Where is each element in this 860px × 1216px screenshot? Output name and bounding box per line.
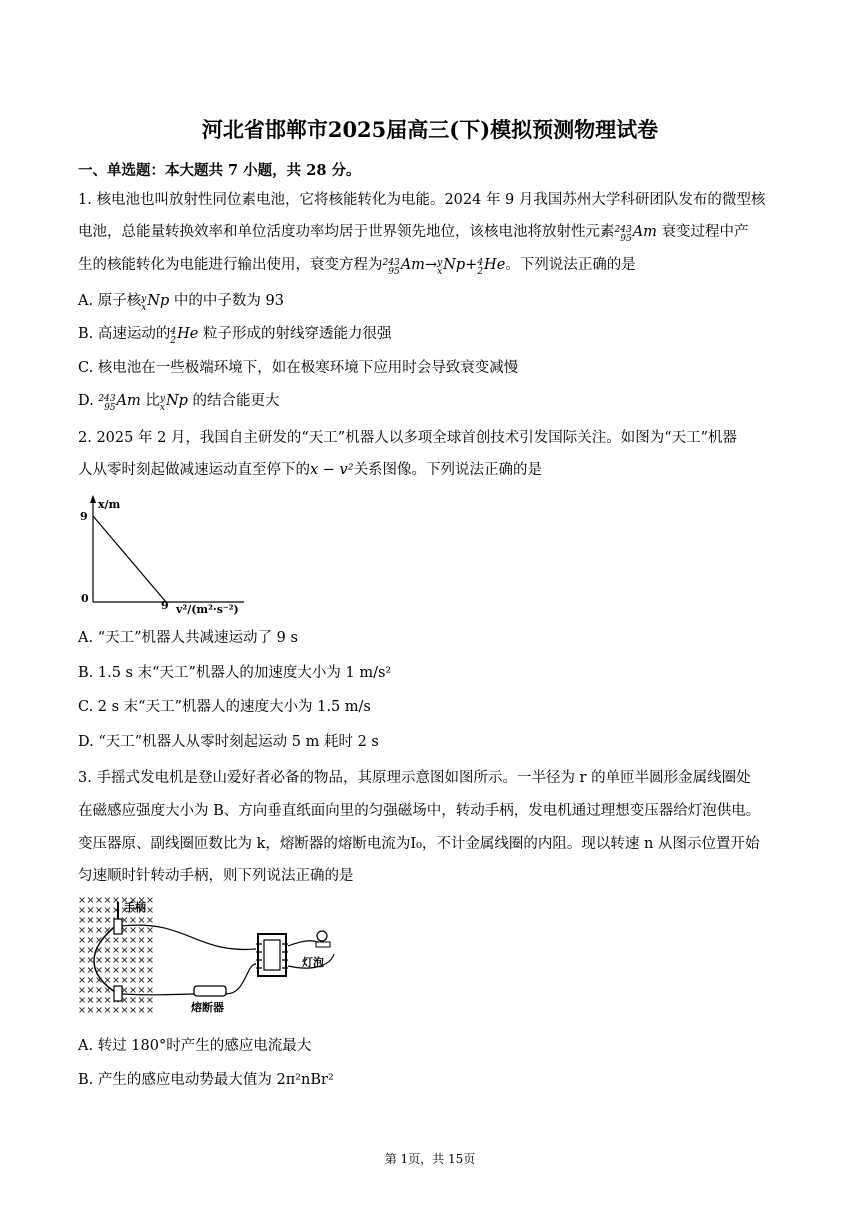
q2-option-c: C. 2 s 末“天工”机器人的速度大小为 1.5 m/s <box>78 699 371 715</box>
q1-option-a: A. 原子核 y x Np 中的中子数为 93 <box>78 293 284 313</box>
lamp-icon <box>317 931 327 941</box>
q3-line4: 匀速顺时针转动手柄，则下列说法正确的是 <box>78 868 354 884</box>
q2-option-d: D. “天工”机器人从零时刻起运动 5 m 耗时 2 s <box>78 734 379 750</box>
fuse-label: 熔断器 <box>191 1001 224 1014</box>
q3-option-b: B. 产生的感应电动势最大值为 2π²nBr² <box>78 1072 334 1088</box>
q2-option-a: A. “天工”机器人共减速运动了 9 s <box>78 630 298 646</box>
handle-label: 手柄 <box>124 901 146 914</box>
page-footer: 第 1页，共 15页 <box>384 1152 476 1166</box>
section-heading: 一、单选题：本大题共 7 小题，共 28 分。 <box>78 162 361 179</box>
x-v2-graph <box>76 492 256 617</box>
graph-y-tick: 9 <box>80 510 88 523</box>
q2-line2: 人从零时刻起做减速运动直至停下的x − v²关系图像。下列说法正确的是 <box>78 462 543 478</box>
q1-line3: 生的核能转化为电能进行输出使用，衰变方程为 243 95 Am→ y x Np+ 4 2 He。下列说法正确的是 <box>78 257 636 277</box>
generator-circuit-diagram <box>76 894 346 1024</box>
q2-line1: 2. 2025 年 2 月，我国自主研发的“天工”机器人以多项全球首创技术引发国际关注。如图为“天工”机器 <box>78 430 738 446</box>
q3-option-a: A. 转过 180°时产生的感应电流最大 <box>78 1038 312 1054</box>
graph-x-tick: 9 <box>161 599 169 612</box>
q3-line1: 3. 手摇式发电机是登山爱好者必备的物品，其原理示意图如图所示。一半径为 r 的单匝半圆形金属线圈处 <box>78 770 751 786</box>
q1-line2: 电池，总能量转换效率和单位活度功率均居于世界领先地位，该核电池将放射性元素 243 95 Am 衰变过程中产 <box>78 224 749 244</box>
q2-option-b: B. 1.5 s 末“天工”机器人的加速度大小为 1 m/s² <box>78 665 392 681</box>
graph-y-label: x/m <box>98 498 121 511</box>
q1-line1: 1. 核电池也叫放射性同位素电池，它将核能转化为电能。2024 年 9 月我国苏州大学科研团队发布的微型核 <box>78 192 766 208</box>
q1-option-c: C. 核电池在一些极端环境下，如在极寒环境下应用时会导致衰变减慢 <box>78 360 519 376</box>
graph-x-label: v²/(m²·s⁻²) <box>176 603 239 616</box>
q1-option-b: B. 高速运动的 4 2 He 粒子形成的射线穿透能力很强 <box>78 326 392 346</box>
q3-line3: 变压器原、副线圈匝数比为 k，熔断器的熔断电流为I₀，不计金属线圈的内阻。现以转速 n 从图示位置开始 <box>78 836 760 852</box>
lamp-label: 灯泡 <box>302 956 324 969</box>
graph-origin: 0 <box>81 592 89 605</box>
q1-option-d: D. 243 95 Am 比 y x Np 的结合能更大 <box>78 393 280 413</box>
page-title: 河北省邯郸市2025届高三(下)模拟预测物理试卷 <box>201 117 659 142</box>
q3-line2: 在磁感应强度大小为 B、方向垂直纸面向里的匀强磁场中，转动手柄，发电机通过理想变压器给灯泡供电。 <box>78 803 761 819</box>
